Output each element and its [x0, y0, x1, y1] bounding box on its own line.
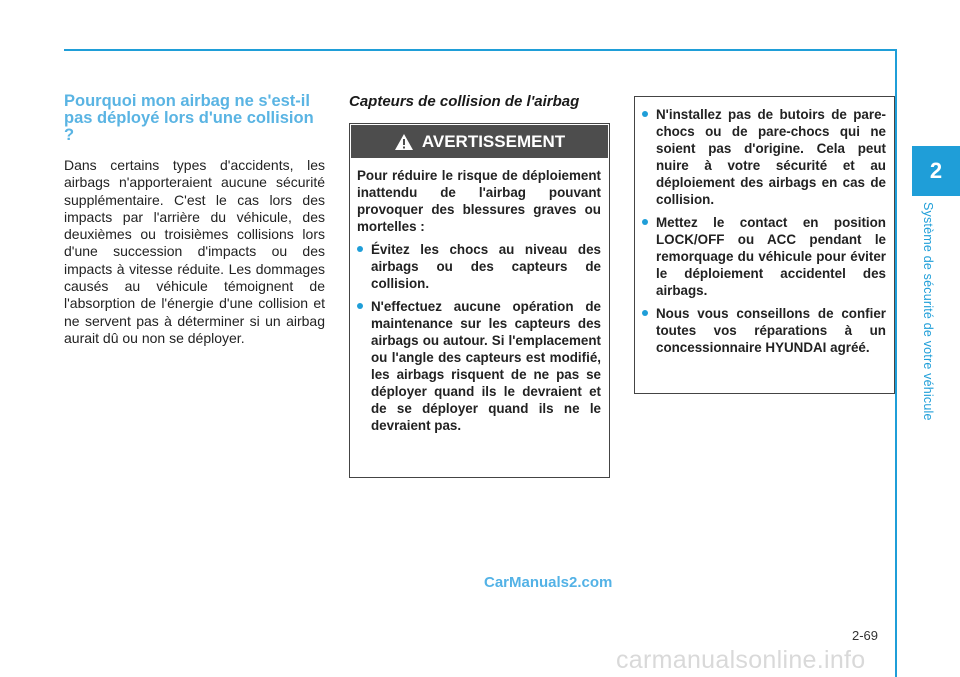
page-number: 2-69 [852, 628, 879, 643]
continuation-bullet-list [642, 106, 886, 356]
top-rule [64, 49, 895, 51]
bullet-icon [642, 310, 648, 316]
warning-body [350, 159, 609, 434]
chapter-title: Système de sécurité de votre véhicule [921, 202, 935, 421]
list-item [642, 106, 886, 208]
list-item [357, 298, 601, 434]
list-item [642, 214, 886, 299]
warning-title: AVERTISSEMENT [421, 131, 566, 151]
side-rule [895, 49, 897, 677]
section-heading: Pourquoi mon airbag ne s'est-il pas déployé lors d'une collision ? [64, 92, 314, 144]
warning-continuation-body [635, 97, 894, 356]
subsection-heading: Capteurs de collision de l'airbag [349, 93, 580, 110]
footer-watermark: carmanualsonline.info [616, 646, 866, 674]
warning-bullet-list [357, 241, 601, 434]
warning-continuation-box [634, 96, 895, 394]
warning-intro: Pour réduire le risque de déploiement inattendu de l'airbag pouvant provoquer des blessures graves ou mortelles : [357, 168, 601, 234]
bullet-icon [357, 303, 363, 309]
bullet-text: Mettez le contact en position LOCK/OFF ou ACC pendant le remorquage du véhicule pour éviter le déploiement accidentel des airbags. [656, 215, 886, 298]
warning-header [351, 125, 608, 158]
bullet-text: N'installez pas de butoirs de pare-chocs ou de pare-chocs qui ne soient pas d'origine. Cela peut nuire à votre sécurité et au déploiement des airbags en cas de collision. [656, 107, 886, 207]
bullet-icon [357, 246, 363, 252]
list-item [642, 305, 886, 356]
list-item [357, 241, 601, 292]
bullet-text: N'effectuez aucune opération de maintenance sur les capteurs des airbags ou autour. Si l'emplacement ou l'angle des capteurs est modifié, les airbags risquent de ne pas se déployer quand ils le devraient et de se déployer quand ils ne le devraient pas. [371, 299, 601, 433]
body-paragraph: Dans certains types d'accidents, les airbags n'apporteraient aucune sécurité supplémentaire. C'est le cas lors des impacts par l'arrière du véhicule, des deuxièmes ou troisièmes collisions lors d'une succession d'impacts ou des impacts à vitesse réduite. Les dommages causés au véhicule témoignent de l'absorption de l'énergie d'une collision et ne servent pas à déterminer si un airbag aurait dû ou non se déployer. [64, 157, 325, 346]
bullet-text: Nous vous conseillons de confier toutes vos réparations à un concessionnaire HYUNDAI agréé. [656, 306, 886, 355]
watermark-link[interactable]: CarManuals2.com [484, 574, 613, 591]
warning-triangle-icon [394, 133, 414, 151]
warning-box [349, 123, 610, 478]
bullet-text: Évitez les chocs au niveau des airbags ou des capteurs de collision. [371, 242, 601, 291]
chapter-number-tab [912, 146, 960, 196]
bullet-icon [642, 111, 648, 117]
bullet-icon [642, 219, 648, 225]
chapter-number: 2 [929, 158, 943, 183]
left-column [64, 93, 325, 347]
